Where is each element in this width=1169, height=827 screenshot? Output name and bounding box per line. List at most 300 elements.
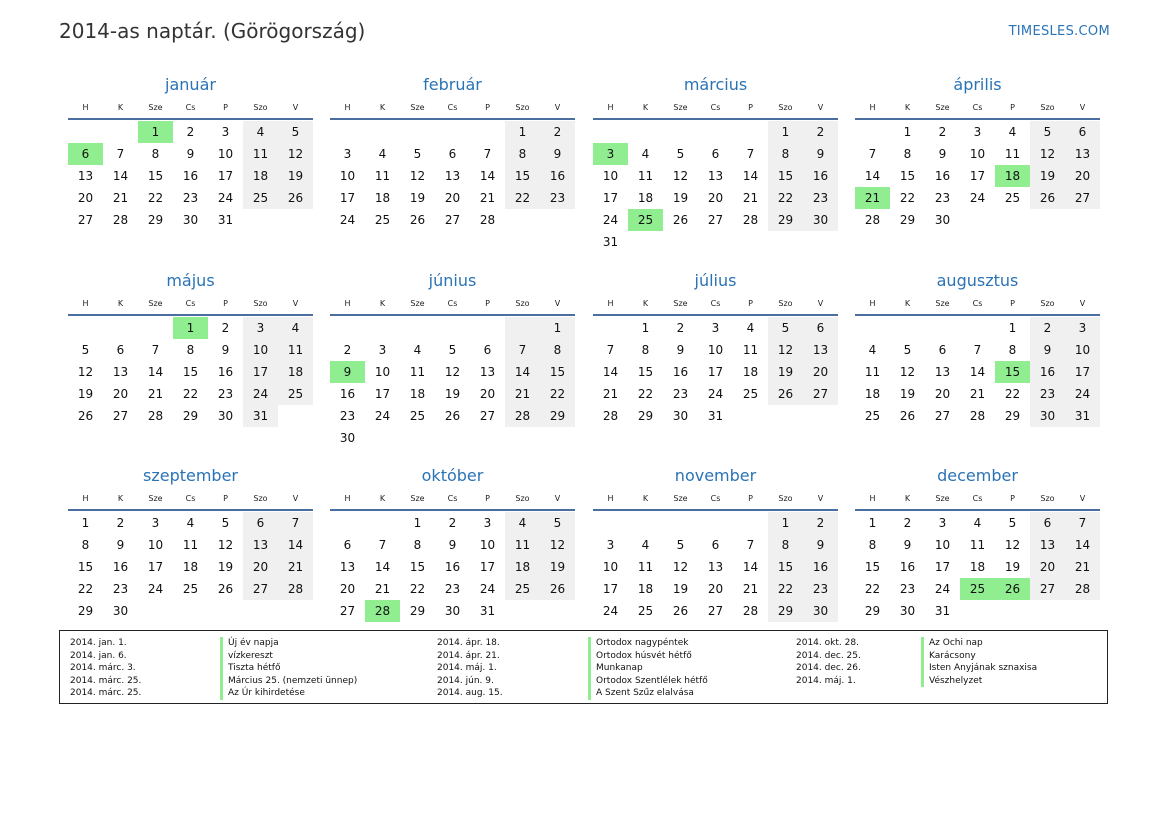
day-cell: 12 [409, 169, 426, 183]
month-calendar [330, 465, 575, 622]
day-cell: 21 [112, 191, 129, 205]
day-cell: 18 [969, 560, 986, 574]
empty-cell [733, 512, 768, 534]
day-grid [68, 121, 313, 231]
day-cell: 28 [969, 409, 986, 423]
weekday-label: Cs [972, 103, 983, 112]
empty-cell [960, 317, 995, 339]
day-cell: 25 [637, 604, 654, 618]
day-cell: 26 [444, 409, 461, 423]
day-cell: 1 [768, 512, 803, 534]
day-cell: 15 [182, 365, 199, 379]
day-cell: 25 [1004, 191, 1021, 205]
day-cell: 12 [540, 534, 575, 556]
weekday-label: Sze [673, 494, 688, 503]
day-cell: 1 [1008, 321, 1017, 335]
holiday-day-cell: 1 [173, 317, 208, 339]
day-cell: 28 [278, 578, 313, 600]
day-cell: 18 [243, 165, 278, 187]
day-cell: 4 [973, 516, 982, 530]
weekday-label: H [869, 494, 876, 503]
day-cell: 25 [864, 409, 881, 423]
day-cell: 27 [803, 383, 838, 405]
day-cell: 6 [243, 512, 278, 534]
weekday-label: P [223, 103, 228, 112]
day-cell: 3 [973, 125, 982, 139]
empty-cell [435, 121, 470, 143]
day-cell: 9 [803, 143, 838, 165]
day-cell: 15 [540, 361, 575, 383]
day-cell: 18 [637, 191, 654, 205]
weekday-label: Szo [253, 103, 268, 112]
holiday-day-cell: 6 [68, 143, 103, 165]
weekday-label: Cs [185, 299, 196, 308]
page-title: 2014-as naptár. (Görögország) [59, 19, 366, 43]
holiday-day-cell: 21 [855, 187, 890, 209]
day-cell: 16 [540, 165, 575, 187]
day-cell: 14 [864, 169, 881, 183]
legend-name-column [588, 637, 708, 700]
weekday-label: Cs [447, 494, 458, 503]
day-cell: 26 [278, 187, 313, 209]
day-cell: 19 [409, 191, 426, 205]
day-cell: 22 [409, 582, 426, 596]
day-cell: 8 [868, 538, 877, 552]
weekday-label: Szo [778, 103, 793, 112]
day-cell: 4 [243, 121, 278, 143]
day-cell: 22 [864, 582, 881, 596]
legend-date: 2014. dec. 26. [796, 663, 861, 673]
day-cell: 28 [505, 405, 540, 427]
holiday-day-cell: 25 [628, 209, 663, 231]
weekday-label: K [904, 103, 911, 112]
day-grid [593, 512, 838, 622]
weekday-label: K [117, 103, 124, 112]
empty-cell [68, 121, 103, 143]
day-cell: 27 [112, 409, 129, 423]
day-cell: 12 [768, 339, 803, 361]
day-cell: 7 [151, 343, 160, 357]
weekday-label: H [344, 103, 351, 112]
day-cell: 19 [1004, 560, 1021, 574]
day-cell: 13 [803, 339, 838, 361]
weekday-header [330, 490, 575, 511]
empty-cell [330, 121, 365, 143]
weekday-label: P [748, 103, 753, 112]
day-cell: 10 [602, 169, 619, 183]
day-cell: 21 [742, 582, 759, 596]
day-cell: 17 [969, 169, 986, 183]
legend-date: 2014. máj. 1. [437, 663, 497, 673]
weekday-label: K [904, 494, 911, 503]
month-name: december [937, 466, 1018, 485]
weekday-label: Sze [673, 299, 688, 308]
month-name: november [674, 466, 757, 485]
weekday-label: P [223, 494, 228, 503]
day-cell: 19 [540, 556, 575, 578]
day-cell: 24 [243, 383, 278, 405]
day-cell: 18 [374, 191, 391, 205]
weekday-label: P [1010, 103, 1015, 112]
empty-cell [663, 512, 698, 534]
legend-date: 2014. jan. 6. [70, 650, 127, 661]
day-cell: 28 [602, 409, 619, 423]
day-cell: 1 [81, 516, 90, 530]
day-cell: 11 [864, 365, 881, 379]
day-cell: 4 [746, 321, 755, 335]
day-cell: 11 [243, 143, 278, 165]
day-cell: 6 [1065, 121, 1100, 143]
day-cell: 29 [768, 209, 803, 231]
month-name: szeptember [142, 466, 238, 485]
weekday-label: Sze [410, 103, 425, 112]
day-cell: 6 [803, 317, 838, 339]
weekday-label: H [607, 299, 614, 308]
day-cell: 7 [1065, 512, 1100, 534]
day-cell: 6 [116, 343, 125, 357]
weekday-header [68, 295, 313, 316]
day-cell: 2 [903, 516, 912, 530]
day-cell: 10 [707, 343, 724, 357]
day-cell: 17 [602, 582, 619, 596]
day-cell: 17 [1065, 361, 1100, 383]
day-cell: 7 [378, 538, 387, 552]
day-grid [593, 317, 838, 427]
day-cell: 17 [147, 560, 164, 574]
day-cell: 21 [969, 387, 986, 401]
day-cell: 29 [864, 604, 881, 618]
day-cell: 29 [899, 213, 916, 227]
day-cell: 17 [374, 387, 391, 401]
day-cell: 29 [768, 600, 803, 622]
holiday-day-cell: 3 [593, 143, 628, 165]
day-cell: 31 [934, 604, 951, 618]
legend-holiday-name: Március 25. (nemzeti ünnep) [220, 675, 357, 688]
day-cell: 25 [243, 187, 278, 209]
empty-cell [365, 121, 400, 143]
month-calendar [330, 270, 575, 449]
day-cell: 28 [479, 213, 496, 227]
day-cell: 9 [116, 538, 125, 552]
day-cell: 29 [147, 213, 164, 227]
day-cell: 13 [1065, 143, 1100, 165]
day-cell: 21 [479, 191, 496, 205]
day-cell: 2 [938, 125, 947, 139]
day-cell: 20 [803, 361, 838, 383]
empty-cell [663, 121, 698, 143]
weekday-label: H [82, 299, 89, 308]
weekday-label: V [1079, 299, 1086, 308]
day-cell: 14 [505, 361, 540, 383]
day-cell: 15 [77, 560, 94, 574]
empty-cell [855, 317, 890, 339]
day-cell: 3 [343, 147, 352, 161]
month-calendar [68, 270, 313, 427]
legend-date-column [437, 637, 503, 700]
weekday-label: K [642, 494, 649, 503]
day-cell: 24 [339, 213, 356, 227]
weekday-label: P [1010, 494, 1015, 503]
day-cell: 28 [1065, 578, 1100, 600]
day-cell: 2 [803, 121, 838, 143]
day-cell: 9 [221, 343, 230, 357]
month-calendar [68, 74, 313, 231]
day-cell: 14 [602, 365, 619, 379]
day-cell: 8 [413, 538, 422, 552]
day-cell: 17 [707, 365, 724, 379]
day-cell: 23 [803, 187, 838, 209]
day-cell: 6 [448, 147, 457, 161]
day-cell: 7 [606, 343, 615, 357]
day-cell: 8 [151, 147, 160, 161]
day-cell: 5 [81, 343, 90, 357]
day-cell: 21 [1065, 556, 1100, 578]
legend-date: 2014. jan. 1. [70, 638, 127, 648]
day-cell: 16 [899, 560, 916, 574]
day-cell: 31 [217, 213, 234, 227]
day-cell: 19 [899, 387, 916, 401]
day-cell: 13 [707, 169, 724, 183]
day-cell: 23 [803, 578, 838, 600]
day-cell: 8 [641, 343, 650, 357]
day-cell: 22 [182, 387, 199, 401]
day-cell: 16 [339, 387, 356, 401]
day-cell: 3 [1065, 317, 1100, 339]
weekday-label: V [292, 103, 299, 112]
empty-cell [470, 121, 505, 143]
day-cell: 22 [1004, 387, 1021, 401]
day-cell: 5 [676, 147, 685, 161]
empty-cell [505, 317, 540, 339]
day-cell: 6 [343, 538, 352, 552]
day-cell: 10 [969, 147, 986, 161]
day-cell: 29 [409, 604, 426, 618]
day-cell: 2 [1030, 317, 1065, 339]
day-cell: 25 [409, 409, 426, 423]
day-cell: 7 [505, 339, 540, 361]
day-cell: 26 [77, 409, 94, 423]
day-cell: 13 [1030, 534, 1065, 556]
day-cell: 22 [768, 578, 803, 600]
day-cell: 1 [903, 125, 912, 139]
day-cell: 18 [182, 560, 199, 574]
empty-cell [925, 317, 960, 339]
weekday-label: K [379, 299, 386, 308]
empty-cell [365, 512, 400, 534]
day-cell: 3 [243, 317, 278, 339]
day-cell: 10 [479, 538, 496, 552]
day-cell: 4 [186, 516, 195, 530]
day-cell: 1 [768, 121, 803, 143]
month-calendar [593, 465, 838, 622]
day-cell: 15 [637, 365, 654, 379]
day-cell: 5 [768, 317, 803, 339]
day-cell: 9 [903, 538, 912, 552]
legend-holiday-name: Ortodox húsvét hétfő [588, 650, 708, 663]
day-cell: 29 [1004, 409, 1021, 423]
day-cell: 23 [182, 191, 199, 205]
day-cell: 30 [1030, 405, 1065, 427]
day-cell: 22 [77, 582, 94, 596]
day-cell: 14 [479, 169, 496, 183]
legend-holiday-name: Ortodox nagypéntek [588, 637, 708, 650]
day-cell: 5 [278, 121, 313, 143]
day-cell: 30 [934, 213, 951, 227]
day-cell: 15 [409, 560, 426, 574]
day-cell: 24 [374, 409, 391, 423]
weekday-label: H [344, 494, 351, 503]
weekday-label: Szo [778, 494, 793, 503]
weekday-label: V [1079, 494, 1086, 503]
month-name: március [683, 75, 748, 94]
day-cell: 16 [444, 560, 461, 574]
day-cell: 27 [934, 409, 951, 423]
empty-cell [628, 121, 663, 143]
weekday-label: K [379, 494, 386, 503]
weekday-label: Sze [935, 494, 950, 503]
weekday-header [330, 295, 575, 316]
day-cell: 29 [540, 405, 575, 427]
day-cell: 15 [147, 169, 164, 183]
weekday-label: V [554, 299, 561, 308]
day-cell: 23 [899, 582, 916, 596]
weekday-label: K [379, 103, 386, 112]
weekday-header [855, 99, 1100, 120]
weekday-label: Sze [935, 103, 950, 112]
weekday-label: Sze [148, 494, 163, 503]
empty-cell [138, 317, 173, 339]
month-calendar [593, 74, 838, 253]
weekday-header [855, 490, 1100, 511]
day-cell: 11 [278, 339, 313, 361]
day-grid [68, 317, 313, 427]
day-cell: 20 [112, 387, 129, 401]
day-cell: 21 [278, 556, 313, 578]
empty-cell [400, 121, 435, 143]
day-cell: 18 [864, 387, 881, 401]
day-cell: 14 [1065, 534, 1100, 556]
month-calendar [330, 74, 575, 231]
day-cell: 21 [147, 387, 164, 401]
legend-holiday-name: Új év napja [220, 637, 357, 650]
day-cell: 7 [746, 538, 755, 552]
weekday-header [593, 295, 838, 316]
day-cell: 18 [637, 582, 654, 596]
day-cell: 25 [742, 387, 759, 401]
empty-cell [68, 317, 103, 339]
day-cell: 13 [77, 169, 94, 183]
day-cell: 9 [1030, 339, 1065, 361]
day-cell: 24 [969, 191, 986, 205]
empty-cell [890, 317, 925, 339]
day-cell: 28 [864, 213, 881, 227]
day-cell: 29 [77, 604, 94, 618]
day-grid [330, 121, 575, 231]
weekday-label: H [869, 299, 876, 308]
day-cell: 15 [899, 169, 916, 183]
day-cell: 26 [768, 383, 803, 405]
day-cell: 28 [742, 213, 759, 227]
legend-date: 2014. márc. 25. [70, 675, 142, 686]
day-cell: 3 [483, 516, 492, 530]
weekday-label: V [817, 103, 824, 112]
holiday-day-cell: 9 [330, 361, 365, 383]
brand-link[interactable]: TIMESLES.COM [1008, 24, 1110, 39]
day-cell: 13 [934, 365, 951, 379]
weekday-label: Szo [1040, 299, 1055, 308]
weekday-label: P [223, 299, 228, 308]
day-cell: 5 [540, 512, 575, 534]
weekday-label: P [748, 299, 753, 308]
day-cell: 12 [77, 365, 94, 379]
legend-holiday-name: Az Úr kihirdetése [220, 687, 357, 700]
day-cell: 28 [742, 604, 759, 618]
month-calendar [855, 270, 1100, 427]
empty-cell [855, 121, 890, 143]
day-cell: 4 [278, 317, 313, 339]
day-cell: 31 [707, 409, 724, 423]
day-cell: 4 [1008, 125, 1017, 139]
day-cell: 26 [540, 578, 575, 600]
weekday-label: V [554, 494, 561, 503]
day-cell: 26 [409, 213, 426, 227]
day-cell: 20 [934, 387, 951, 401]
month-calendar [68, 465, 313, 622]
day-cell: 6 [1030, 512, 1065, 534]
weekday-label: P [485, 494, 490, 503]
weekday-header [330, 99, 575, 120]
day-cell: 23 [540, 187, 575, 209]
day-cell: 26 [899, 409, 916, 423]
day-cell: 5 [448, 343, 457, 357]
day-cell: 9 [540, 143, 575, 165]
weekday-label: K [642, 103, 649, 112]
day-cell: 24 [479, 582, 496, 596]
weekday-label: Cs [710, 494, 721, 503]
day-cell: 25 [182, 582, 199, 596]
day-cell: 2 [448, 516, 457, 530]
day-cell: 19 [77, 387, 94, 401]
empty-cell [593, 512, 628, 534]
weekday-label: Sze [935, 299, 950, 308]
weekday-label: H [869, 103, 876, 112]
legend-holiday-name: Isten Anyjának sznaxisa [921, 662, 1037, 675]
weekday-label: H [82, 103, 89, 112]
day-cell: 30 [444, 604, 461, 618]
empty-cell [470, 317, 505, 339]
day-cell: 28 [147, 409, 164, 423]
day-cell: 6 [711, 147, 720, 161]
day-cell: 22 [637, 387, 654, 401]
legend-date: 2014. máj. 1. [796, 675, 856, 686]
legend-holiday-name: Az Ochi nap [921, 637, 1037, 650]
empty-cell [593, 317, 628, 339]
day-cell: 15 [864, 560, 881, 574]
legend-date: 2014. okt. 28. [796, 638, 859, 648]
day-cell: 25 [278, 383, 313, 405]
day-cell: 9 [448, 538, 457, 552]
day-cell: 10 [934, 538, 951, 552]
day-cell: 8 [903, 147, 912, 161]
day-cell: 4 [641, 538, 650, 552]
day-cell: 30 [112, 604, 129, 618]
month-name: július [694, 271, 737, 290]
day-cell: 16 [182, 169, 199, 183]
day-cell: 23 [112, 582, 129, 596]
weekday-label: K [642, 299, 649, 308]
day-cell: 4 [641, 147, 650, 161]
day-cell: 2 [186, 125, 195, 139]
